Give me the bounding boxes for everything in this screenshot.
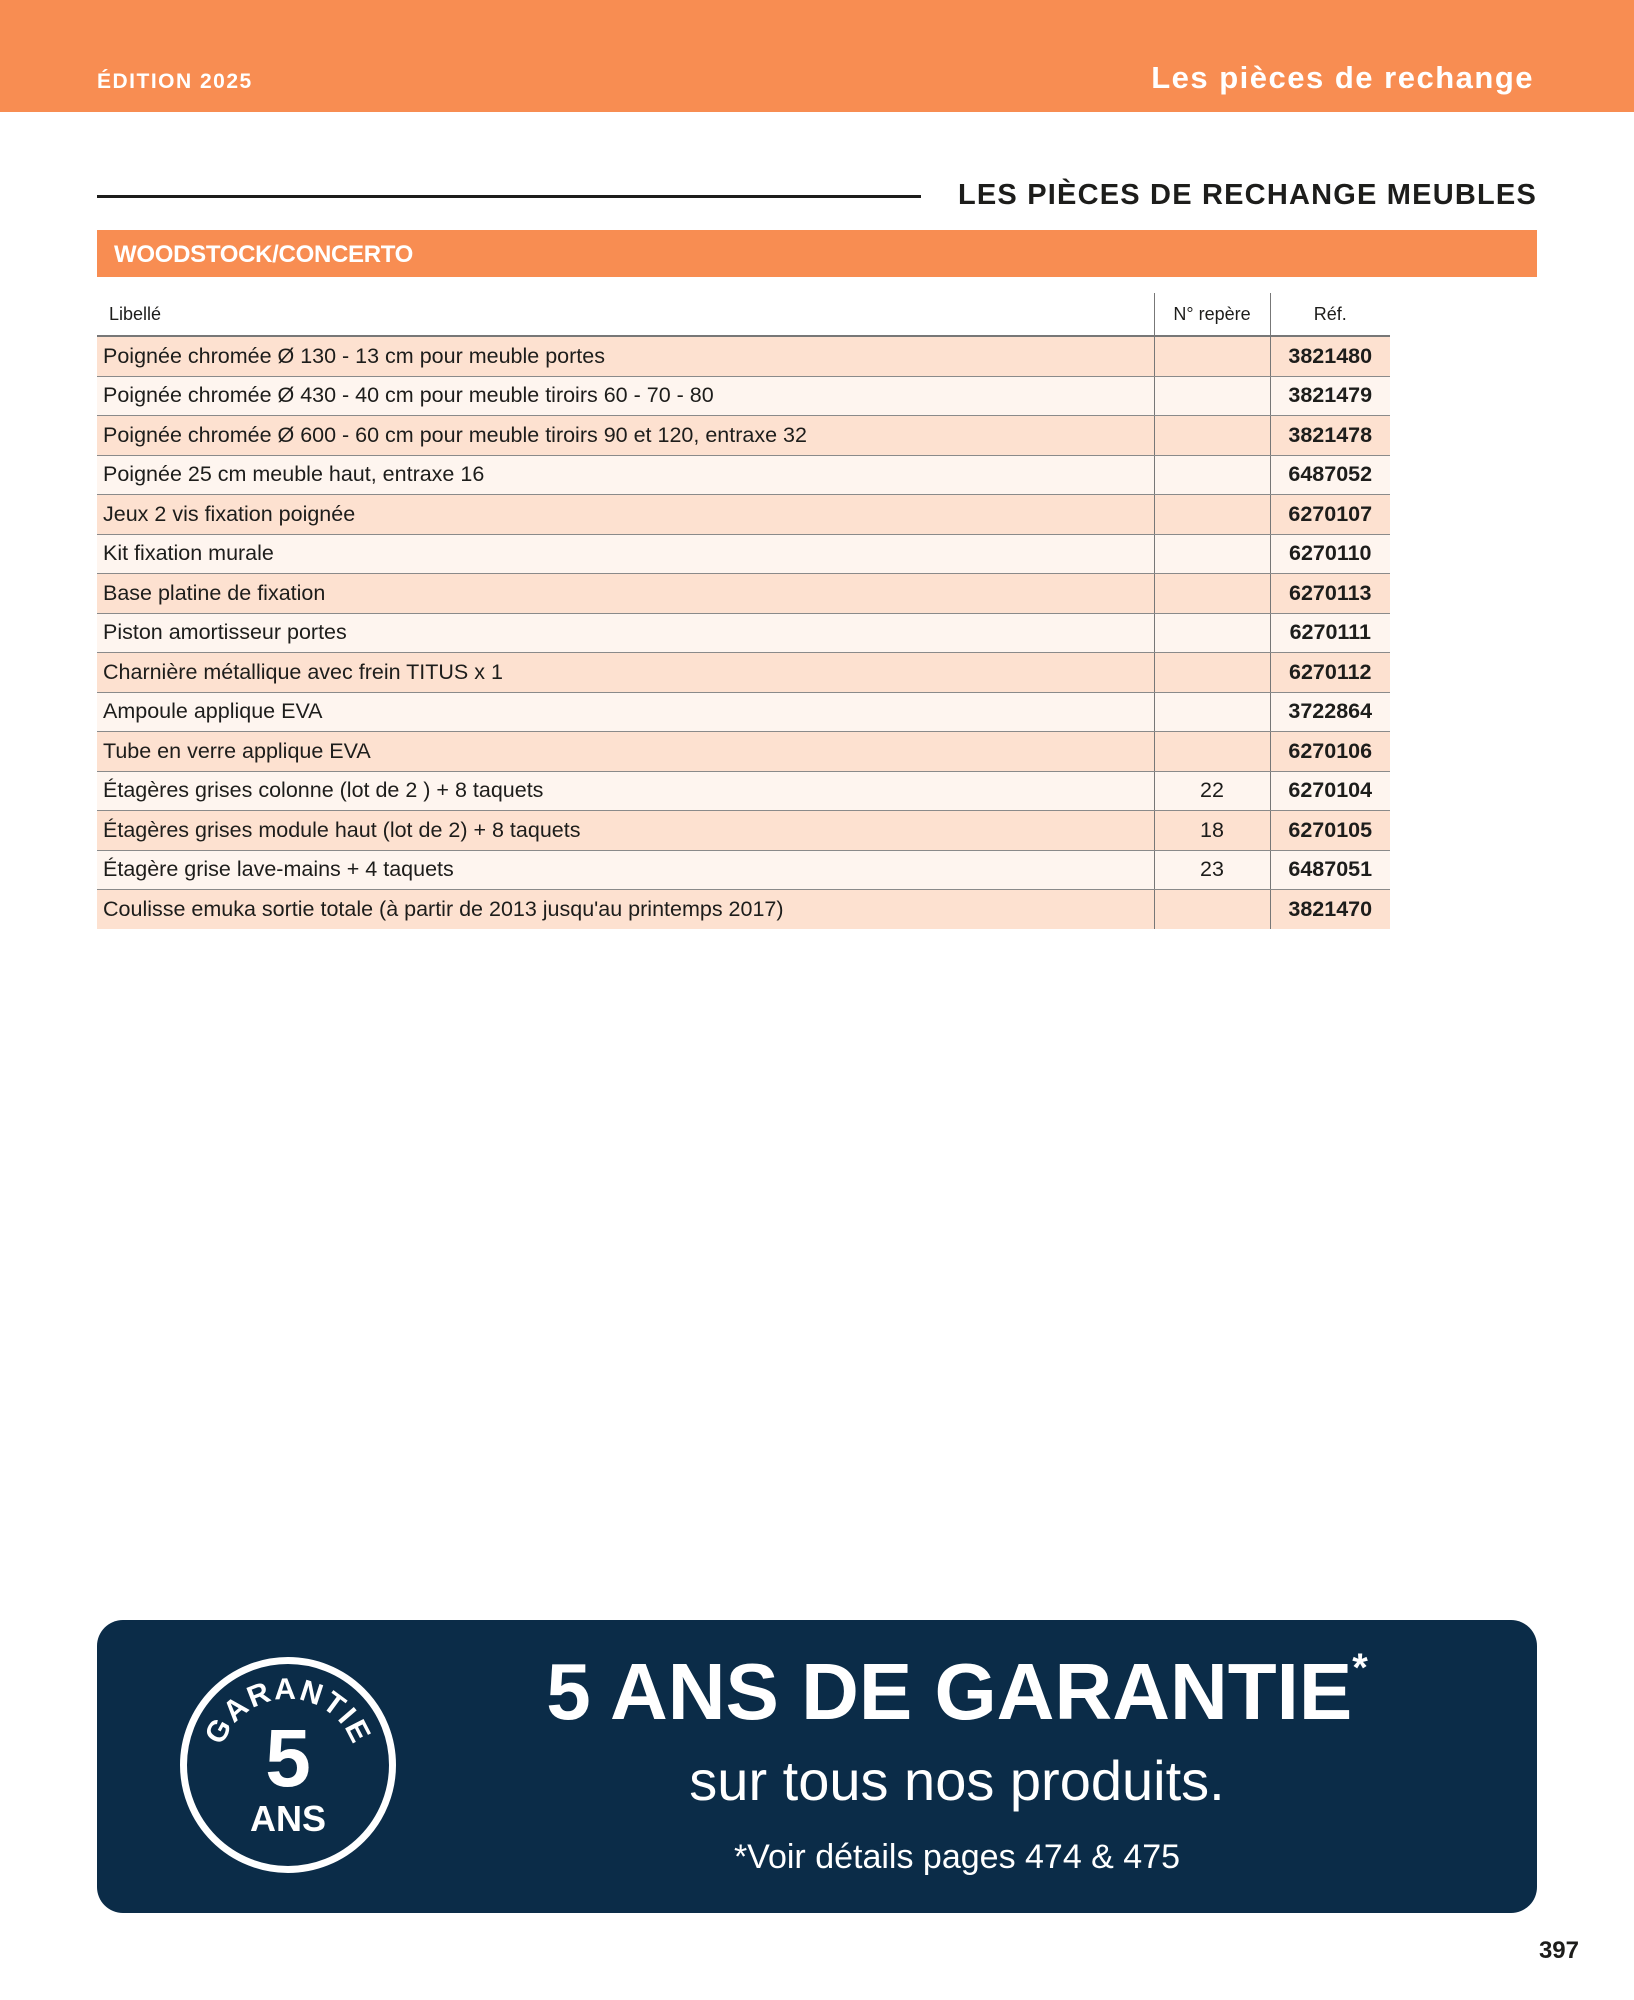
table-row xyxy=(97,692,1390,732)
warranty-banner xyxy=(97,1620,1537,1913)
cell-repere xyxy=(1154,336,1270,376)
subsection-band xyxy=(97,230,1537,277)
warranty-headline xyxy=(427,1646,1487,1736)
table-row xyxy=(97,811,1390,851)
table-row xyxy=(97,495,1390,535)
section-divider xyxy=(97,195,921,198)
table-row xyxy=(97,336,1390,376)
cell-label: Coulisse emuka sortie totale (à partir de 2013 jusqu'au printemps 2017) xyxy=(97,890,1154,929)
parts-table xyxy=(97,293,1390,929)
table-row xyxy=(97,534,1390,574)
cell-ref: 6487051 xyxy=(1270,850,1390,890)
column-header-label: Libellé xyxy=(97,293,1154,336)
column-header-ref: Réf. xyxy=(1270,293,1390,336)
cell-repere xyxy=(1154,653,1270,693)
cell-ref: 6270104 xyxy=(1270,771,1390,811)
cell-label: Poignée 25 cm meuble haut, entraxe 16 xyxy=(97,455,1154,495)
cell-label: Tube en verre applique EVA xyxy=(97,732,1154,772)
cell-repere xyxy=(1154,613,1270,653)
cell-ref: 6270111 xyxy=(1270,613,1390,653)
cell-label: Ampoule applique EVA xyxy=(97,692,1154,732)
warranty-badge-arc-text: GARANTIE xyxy=(198,1672,378,1750)
cell-label: Étagères grises colonne (lot de 2 ) + 8 taquets xyxy=(97,771,1154,811)
cell-repere: 22 xyxy=(1154,771,1270,811)
column-header-repere: N° repère xyxy=(1154,293,1270,336)
cell-label: Poignée chromée Ø 430 - 40 cm pour meuble tiroirs 60 - 70 - 80 xyxy=(97,376,1154,416)
table-row xyxy=(97,890,1390,929)
cell-ref: 3722864 xyxy=(1270,692,1390,732)
cell-label: Charnière métallique avec frein TITUS x 1 xyxy=(97,653,1154,693)
cell-ref: 6270113 xyxy=(1270,574,1390,614)
warranty-asterisk: * xyxy=(1352,1646,1368,1690)
cell-ref: 6270112 xyxy=(1270,653,1390,693)
page-number: 397 xyxy=(1538,1937,1579,1964)
warranty-badge-number: 5 xyxy=(265,1713,311,1804)
table-row xyxy=(97,376,1390,416)
table-row xyxy=(97,574,1390,614)
cell-ref: 3821478 xyxy=(1270,416,1390,456)
cell-repere xyxy=(1154,574,1270,614)
cell-ref: 6487052 xyxy=(1270,455,1390,495)
table-row xyxy=(97,653,1390,693)
section-title: LES PIÈCES DE RECHANGE MEUBLES xyxy=(957,179,1537,211)
cell-label: Piston amortisseur portes xyxy=(97,613,1154,653)
cell-ref: 6270106 xyxy=(1270,732,1390,772)
cell-repere xyxy=(1154,890,1270,929)
subsection-title: WOODSTOCK/CONCERTO xyxy=(114,241,414,268)
cell-label: Poignée chromée Ø 130 - 13 cm pour meuble portes xyxy=(97,336,1154,376)
table-row xyxy=(97,455,1390,495)
cell-repere xyxy=(1154,416,1270,456)
cell-label: Jeux 2 vis fixation poignée xyxy=(97,495,1154,535)
cell-repere xyxy=(1154,692,1270,732)
cell-repere xyxy=(1154,495,1270,535)
warranty-subline: sur tous nos produits. xyxy=(689,1749,1225,1812)
cell-label: Poignée chromée Ø 600 - 60 cm pour meuble tiroirs 90 et 120, entraxe 32 xyxy=(97,416,1154,456)
cell-repere: 23 xyxy=(1154,850,1270,890)
cell-label: Étagère grise lave-mains + 4 taquets xyxy=(97,850,1154,890)
cell-ref: 6270110 xyxy=(1270,534,1390,574)
warranty-badge-unit: ANS xyxy=(249,1798,326,1839)
header-band xyxy=(0,0,1634,112)
table-row xyxy=(97,416,1390,456)
edition-label: ÉDITION 2025 xyxy=(97,70,253,93)
cell-label: Étagères grises module haut (lot de 2) + 8 taquets xyxy=(97,811,1154,851)
cell-ref: 3821480 xyxy=(1270,336,1390,376)
table-row xyxy=(97,613,1390,653)
table-row xyxy=(97,850,1390,890)
parts-table-body xyxy=(97,336,1390,929)
warranty-badge xyxy=(180,1657,396,1873)
warranty-note: *Voir détails pages 474 & 475 xyxy=(733,1838,1181,1876)
cell-repere xyxy=(1154,534,1270,574)
table-row xyxy=(97,771,1390,811)
cell-ref: 6270105 xyxy=(1270,811,1390,851)
cell-label: Kit fixation murale xyxy=(97,534,1154,574)
header-title: Les pièces de rechange xyxy=(1151,60,1534,95)
cell-repere xyxy=(1154,376,1270,416)
cell-label: Base platine de fixation xyxy=(97,574,1154,614)
cell-ref: 3821479 xyxy=(1270,376,1390,416)
cell-repere xyxy=(1154,455,1270,495)
table-row xyxy=(97,732,1390,772)
cell-ref: 6270107 xyxy=(1270,495,1390,535)
cell-repere xyxy=(1154,732,1270,772)
cell-repere: 18 xyxy=(1154,811,1270,851)
table-header-row xyxy=(97,293,1390,336)
cell-ref: 3821470 xyxy=(1270,890,1390,929)
warranty-headline-text: 5 ANS DE GARANTIE xyxy=(546,1647,1353,1736)
